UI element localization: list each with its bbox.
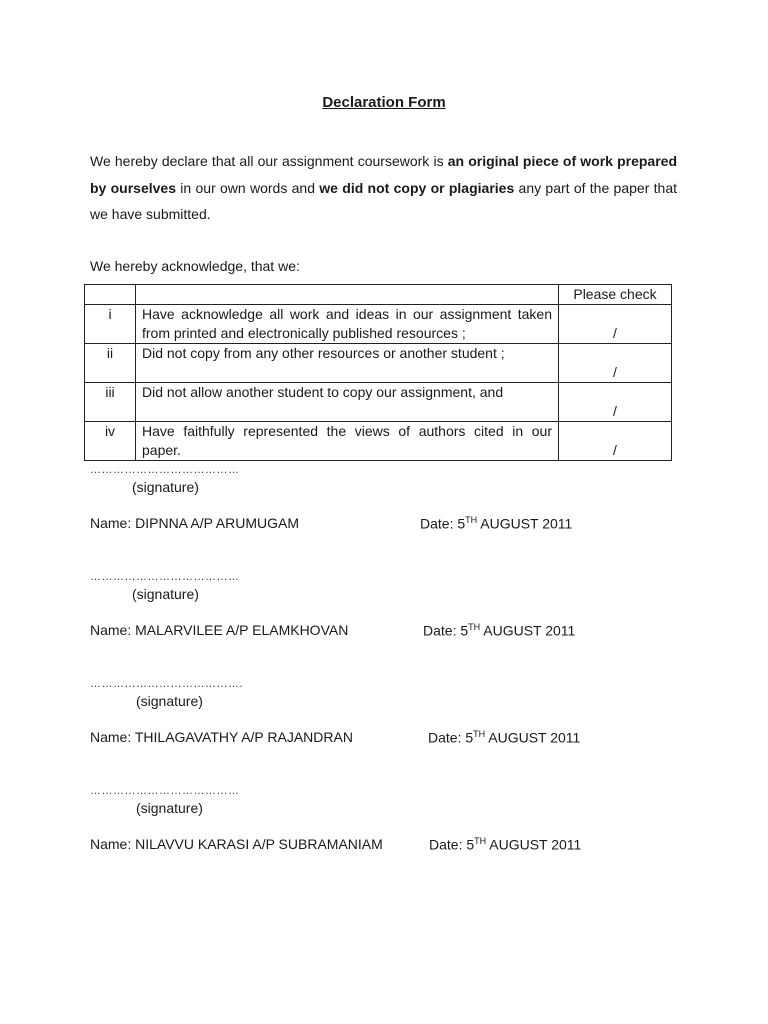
table-row [85, 422, 672, 461]
date-suffix: AUGUST 2011 [477, 515, 573, 532]
acknowledge-intro: We hereby acknowledge, that we: [90, 258, 300, 274]
signature-line: ………………………………… [90, 785, 240, 797]
header-num-cell [85, 285, 136, 305]
signature-line: …………………………………. [90, 678, 244, 690]
signatory-date [420, 515, 572, 532]
declaration-bold-2: we did not copy or plagiaries [319, 179, 515, 196]
check-mark: / [613, 364, 617, 380]
row-check-cell [559, 305, 672, 344]
row-statement: Did not copy from any other resources or another student ; [136, 344, 559, 383]
date-ordinal: TH [473, 729, 486, 739]
table-row [85, 305, 672, 344]
declaration-text-3: any part of the paper that we have submitted. [90, 179, 677, 222]
row-number: iv [85, 422, 136, 461]
date-ordinal: TH [468, 622, 481, 632]
row-statement: Have faithfully represented the views of authors cited in our paper. [136, 422, 559, 461]
signature-line: ………………………………… [90, 571, 240, 583]
page-title: Declaration Form [322, 94, 446, 111]
date-prefix: Date: 5 [429, 836, 475, 853]
table-row [85, 344, 672, 383]
row-check-cell [559, 383, 672, 422]
row-number: ii [85, 344, 136, 383]
check-mark: / [613, 442, 617, 458]
signatory-name: Name: THILAGAVATHY A/P RAJANDRAN [90, 729, 353, 745]
row-statement: Have acknowledge all work and ideas in our assignment taken from printed and electronically published resources ; [136, 305, 559, 344]
declaration-bold-1: an original piece of work prepared by ourselves [90, 153, 677, 196]
declaration-text-2: in our own words and [176, 179, 320, 196]
date-suffix: AUGUST 2011 [486, 836, 582, 853]
signatory-name: Name: DIPNNA A/P ARUMUGAM [90, 515, 300, 531]
signatory-name: Name: MALARVILEE A/P ELAMKHOVAN [90, 622, 349, 638]
check-mark: / [613, 403, 617, 419]
date-ordinal: TH [474, 836, 487, 846]
acknowledgement-table [84, 284, 672, 461]
date-suffix: AUGUST 2011 [480, 622, 576, 639]
signature-label: (signature) [132, 586, 199, 602]
row-check-cell [559, 422, 672, 461]
signatory-date [429, 836, 581, 853]
row-check-cell [559, 344, 672, 383]
declaration-paragraph [90, 148, 677, 228]
table-row [85, 383, 672, 422]
signatory-date [423, 622, 575, 639]
header-statement-cell [136, 285, 559, 305]
signature-label: (signature) [136, 693, 203, 709]
signature-label: (signature) [136, 800, 203, 816]
row-statement: Did not allow another student to copy our assignment, and [136, 383, 559, 422]
check-mark: / [613, 325, 617, 341]
signatory-date [428, 729, 580, 746]
signature-label: (signature) [132, 479, 199, 495]
row-number: i [85, 305, 136, 344]
declaration-text-1: We hereby declare that all our assignment coursework is [90, 153, 448, 169]
signatory-name: Name: NILAVVU KARASI A/P SUBRAMANIAM [90, 836, 383, 852]
date-prefix: Date: 5 [428, 729, 474, 746]
date-prefix: Date: 5 [420, 515, 466, 532]
table-header-row [85, 285, 672, 305]
date-suffix: AUGUST 2011 [485, 729, 581, 746]
header-check-cell: Please check [559, 285, 672, 305]
date-ordinal: TH [465, 515, 478, 525]
row-number: iii [85, 383, 136, 422]
signature-line: ………………………………… [90, 464, 240, 476]
date-prefix: Date: 5 [423, 622, 469, 639]
